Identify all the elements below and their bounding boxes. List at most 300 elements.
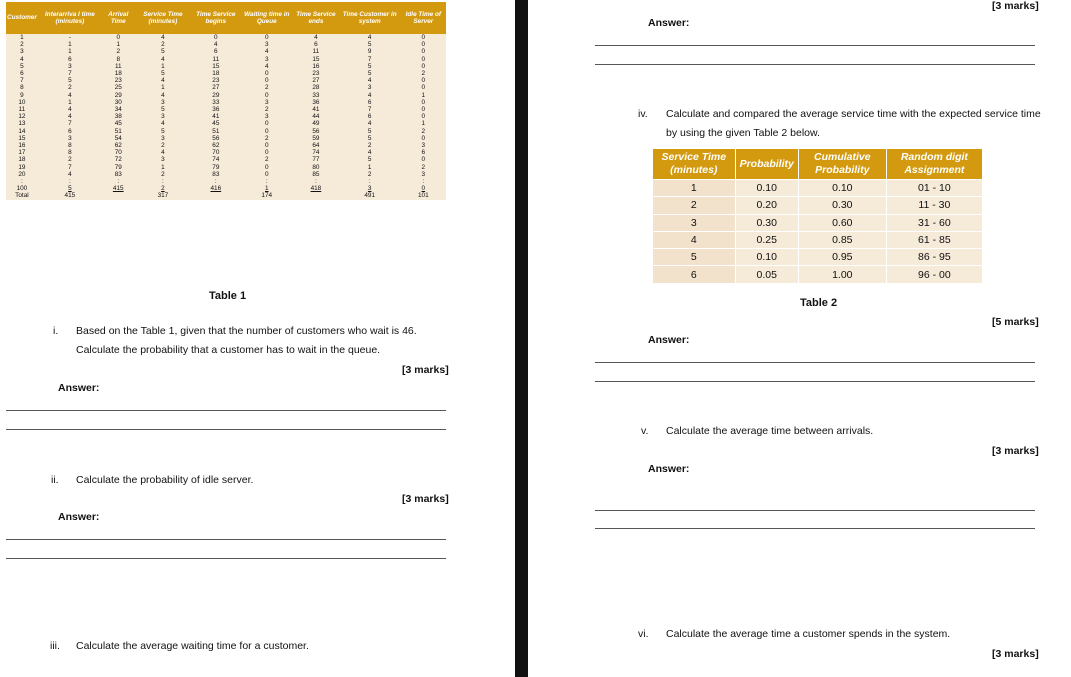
table-row — [6, 142, 446, 149]
table-cell: 4 — [339, 120, 401, 127]
table-row — [6, 171, 446, 178]
table-cell: 0.30 — [735, 214, 798, 231]
t1-header-cell: Idle Time of Server — [401, 2, 446, 34]
table-cell: 5 — [339, 156, 401, 163]
table-cell: 1 — [401, 120, 446, 127]
table-cell: 23 — [102, 77, 135, 84]
table-cell: 7 — [339, 56, 401, 63]
table-cell: 0 — [102, 34, 135, 41]
table-cell: 96 - 00 — [886, 266, 982, 283]
right-page — [528, 0, 1071, 677]
table-row — [6, 128, 446, 135]
answer-line — [6, 410, 446, 411]
t2-header-cell: Probability — [735, 149, 798, 180]
table-cell: 62 — [191, 142, 240, 149]
table-cell: 56 — [293, 128, 339, 135]
table-cell: 0 — [401, 135, 446, 142]
table-cell: Total — [6, 192, 38, 199]
t1-header-cell: Waiting time in Queue — [240, 2, 293, 34]
table-cell: 2 — [135, 41, 192, 48]
table-cell: 10 — [6, 99, 38, 106]
table-cell: 6 — [191, 48, 240, 55]
table-cell: 4 — [6, 56, 38, 63]
question-5-text: Calculate the average time between arrivals. — [666, 425, 874, 437]
question-3-text: Calculate the average waiting time for a customer. — [76, 640, 309, 652]
table-row — [653, 249, 983, 266]
table-cell: 1 — [339, 164, 401, 171]
table-cell: 0 — [401, 106, 446, 113]
answer-line — [6, 558, 446, 559]
table-cell: 6 — [293, 41, 339, 48]
table-cell: : — [293, 178, 339, 185]
answer-line — [595, 510, 1035, 511]
table-2-caption: Table 2 — [800, 297, 838, 309]
table-cell: 1 — [6, 34, 38, 41]
table-cell: 11 — [191, 56, 240, 63]
table-cell: 0 — [240, 142, 293, 149]
table-2-header-row — [653, 149, 983, 180]
table-cell: 70 — [102, 149, 135, 156]
table-cell: 64 — [293, 142, 339, 149]
table-cell — [191, 192, 240, 199]
table-cell: 0 — [240, 120, 293, 127]
table-cell: 01 - 10 — [886, 180, 982, 197]
table-cell: 4 — [339, 77, 401, 84]
table-cell: 3 — [339, 84, 401, 91]
table-cell: 4 — [191, 41, 240, 48]
table-cell: 27 — [293, 77, 339, 84]
table-cell: 77 — [293, 156, 339, 163]
table-cell: 1 — [653, 180, 735, 197]
answer-line — [595, 64, 1035, 65]
table-cell: : — [38, 178, 102, 185]
table-cell: 4 — [240, 63, 293, 70]
table-cell: 51 — [191, 128, 240, 135]
table-1 — [6, 2, 446, 200]
table-cell: 0 — [401, 34, 446, 41]
table-cell: 4 — [339, 149, 401, 156]
table-cell: 0 — [240, 70, 293, 77]
answer-label-1: Answer: — [58, 382, 100, 394]
table-cell: : — [401, 178, 446, 185]
table-cell: : — [339, 178, 401, 185]
table-cell: 0 — [240, 171, 293, 178]
table-cell: 86 - 95 — [886, 249, 982, 266]
table-cell: 415 — [38, 192, 102, 199]
page-divider — [515, 0, 528, 677]
table-cell: 5 — [339, 128, 401, 135]
table-cell: 5 — [38, 185, 102, 192]
table-cell: 0.20 — [735, 197, 798, 214]
table-row — [6, 135, 446, 142]
table-cell: 5 — [339, 70, 401, 77]
table-cell: 56 — [191, 135, 240, 142]
table-cell: - — [38, 34, 102, 41]
table-row — [653, 180, 983, 197]
table-cell: 0 — [401, 156, 446, 163]
table-cell: 4 — [38, 106, 102, 113]
table-cell: 1 — [401, 92, 446, 99]
table-cell: 101 — [401, 192, 446, 199]
t1-header-cell: Time Customer in system — [339, 2, 401, 34]
table-cell: 33 — [293, 92, 339, 99]
table-cell: : — [102, 178, 135, 185]
table-cell: 49 — [293, 120, 339, 127]
table-cell: 7 — [38, 120, 102, 127]
table-cell: 1 — [102, 41, 135, 48]
answer-line — [6, 539, 446, 540]
table-row — [6, 149, 446, 156]
table-2 — [653, 149, 983, 283]
table-cell: 31 - 60 — [886, 214, 982, 231]
table-cell: 0 — [401, 99, 446, 106]
table-row — [6, 178, 446, 185]
table-cell: 1 — [135, 164, 192, 171]
table-cell: 8 — [6, 84, 38, 91]
top-marks: [3 marks] — [992, 0, 1039, 12]
table-cell: 3 — [240, 41, 293, 48]
table-cell: 416 — [191, 185, 240, 192]
table-cell: 0.95 — [798, 249, 886, 266]
table-cell: 6 — [401, 149, 446, 156]
table-cell: 2 — [339, 142, 401, 149]
table-cell: 3 — [401, 171, 446, 178]
table-row — [6, 164, 446, 171]
table-cell: 5 — [6, 63, 38, 70]
table-cell: 12 — [6, 113, 38, 120]
table-cell: 0 — [240, 77, 293, 84]
table-cell: 491 — [339, 192, 401, 199]
table-cell: 0 — [240, 34, 293, 41]
table-cell: 0.10 — [798, 180, 886, 197]
table-cell — [102, 192, 135, 199]
table-row — [6, 113, 446, 120]
table-cell: 29 — [102, 92, 135, 99]
table-cell: 74 — [293, 149, 339, 156]
table-cell: 30 — [102, 99, 135, 106]
answer-line — [6, 429, 446, 430]
table-cell: 4 — [240, 48, 293, 55]
table-cell: 3 — [135, 99, 192, 106]
table-cell: 3 — [240, 113, 293, 120]
table-cell: 6 — [38, 56, 102, 63]
question-4-line-1: Calculate and compared the average service time with the expected service time — [666, 108, 1041, 120]
table-cell: 27 — [191, 84, 240, 91]
table-row — [6, 192, 446, 199]
table-row — [6, 106, 446, 113]
question-5-marks: [3 marks] — [992, 445, 1039, 457]
table-cell: 15 — [293, 56, 339, 63]
table-cell: 5 — [135, 70, 192, 77]
table-cell: : — [6, 178, 38, 185]
table-cell: 2 — [240, 84, 293, 91]
table-cell: : — [191, 178, 240, 185]
table-cell: 2 — [102, 48, 135, 55]
table-row — [6, 70, 446, 77]
table-cell: 62 — [102, 142, 135, 149]
table-row — [653, 266, 983, 283]
t1-header-cell: Interarriva l time (minutes) — [38, 2, 102, 34]
table-cell: 0.05 — [735, 266, 798, 283]
table-row — [6, 120, 446, 127]
t2-header-cell: Random digit Assignment — [886, 149, 982, 180]
table-cell: 5 — [339, 63, 401, 70]
table-cell: 2 — [135, 171, 192, 178]
table-cell: 61 - 85 — [886, 231, 982, 248]
question-1-number: i. — [53, 325, 59, 337]
table-cell: 5 — [38, 77, 102, 84]
table-row — [6, 77, 446, 84]
t1-header-cell: Time Service begins — [191, 2, 240, 34]
table-cell: 0 — [191, 34, 240, 41]
table-cell: 4 — [135, 34, 192, 41]
table-cell: 2 — [135, 185, 192, 192]
table-cell: 23 — [293, 70, 339, 77]
table-row — [6, 99, 446, 106]
table-cell: 4 — [135, 120, 192, 127]
table-cell: 15 — [191, 63, 240, 70]
table-cell: 415 — [102, 185, 135, 192]
question-2-text: Calculate the probability of idle server. — [76, 474, 254, 486]
answer-line — [595, 381, 1035, 382]
table-cell: 4 — [38, 171, 102, 178]
table-cell: 72 — [102, 156, 135, 163]
table-cell: 36 — [191, 106, 240, 113]
question-4-marks: [5 marks] — [992, 316, 1039, 328]
table-cell: 5 — [135, 128, 192, 135]
table-cell: 2 — [135, 142, 192, 149]
table-cell: 0 — [401, 48, 446, 55]
table-row — [6, 84, 446, 91]
t2-header-cell: Cumulative Probability — [798, 149, 886, 180]
table-cell: 4 — [135, 149, 192, 156]
table-row — [6, 48, 446, 55]
table-cell: 0 — [240, 149, 293, 156]
question-1-line-1: Based on the Table 1, given that the number of customers who wait is 46. — [76, 325, 417, 337]
table-cell: 6 — [339, 99, 401, 106]
table-cell: 2 — [38, 84, 102, 91]
table-cell: 33 — [191, 99, 240, 106]
question-2-number: ii. — [51, 474, 59, 486]
table-cell: 28 — [293, 84, 339, 91]
table-cell: : — [135, 178, 192, 185]
table-cell: 3 — [339, 185, 401, 192]
table-cell: 2 — [240, 106, 293, 113]
table-cell: 2 — [401, 128, 446, 135]
table-cell: 59 — [293, 135, 339, 142]
table-cell: 70 — [191, 149, 240, 156]
t2-header-cell: Service Time (minutes) — [653, 149, 735, 180]
table-cell: 4 — [38, 113, 102, 120]
table-row — [6, 56, 446, 63]
table-1-caption: Table 1 — [209, 290, 247, 302]
table-cell: 4 — [135, 92, 192, 99]
table-cell: 0.30 — [798, 197, 886, 214]
table-cell: 11 - 30 — [886, 197, 982, 214]
table-row — [653, 197, 983, 214]
t1-header-cell: Customer — [6, 2, 38, 34]
table-cell: 174 — [240, 192, 293, 199]
table-cell: 18 — [102, 70, 135, 77]
table-cell: 16 — [6, 142, 38, 149]
table-cell: 0 — [240, 128, 293, 135]
table-cell: 17 — [6, 149, 38, 156]
table-cell: 25 — [102, 84, 135, 91]
table-cell: 0 — [240, 92, 293, 99]
table-cell: 1.00 — [798, 266, 886, 283]
answer-line — [595, 528, 1035, 529]
table-cell: 2 — [401, 164, 446, 171]
t1-header-cell: Service Time (minutes) — [135, 2, 192, 34]
table-cell: 3 — [401, 142, 446, 149]
table-cell: 2 — [339, 171, 401, 178]
answer-line — [595, 45, 1035, 46]
table-cell: 3 — [240, 56, 293, 63]
table-cell: 85 — [293, 171, 339, 178]
table-row — [6, 34, 446, 41]
table-cell: 18 — [191, 70, 240, 77]
t1-header-cell: Arrival Time — [102, 2, 135, 34]
table-cell: 44 — [293, 113, 339, 120]
table-cell: 9 — [6, 92, 38, 99]
table-cell: 0 — [401, 63, 446, 70]
table-cell: 18 — [6, 156, 38, 163]
table-cell: 5 — [653, 249, 735, 266]
table-cell: 51 — [102, 128, 135, 135]
table-cell: 6 — [339, 113, 401, 120]
table-cell: 34 — [102, 106, 135, 113]
question-4-line-2: by using the given Table 2 below. — [666, 127, 820, 139]
table-cell: 4 — [339, 34, 401, 41]
answer-label-2: Answer: — [58, 511, 100, 523]
table-cell: 15 — [6, 135, 38, 142]
question-1-marks: [3 marks] — [402, 364, 449, 376]
table-cell: 54 — [102, 135, 135, 142]
table-cell: 23 — [191, 77, 240, 84]
table-cell: 4 — [135, 77, 192, 84]
table-cell: 0 — [401, 185, 446, 192]
table-cell: 41 — [293, 106, 339, 113]
table-cell: 13 — [6, 120, 38, 127]
table-cell: 2 — [401, 70, 446, 77]
table-cell: 74 — [191, 156, 240, 163]
table-cell: 2 — [240, 135, 293, 142]
answer-label-4: Answer: — [648, 334, 690, 346]
answer-line — [595, 362, 1035, 363]
table-cell: 1 — [135, 84, 192, 91]
table-row — [6, 92, 446, 99]
table-cell: 0 — [240, 164, 293, 171]
table-cell: 2 — [6, 41, 38, 48]
table-cell: 2 — [653, 197, 735, 214]
table-cell: 0.60 — [798, 214, 886, 231]
table-row — [6, 63, 446, 70]
table-cell: 7 — [38, 70, 102, 77]
table-cell: 8 — [38, 142, 102, 149]
table-cell: 4 — [135, 56, 192, 63]
table-cell: 4 — [293, 34, 339, 41]
t1-header-cell: Time Service ends — [293, 2, 339, 34]
table-cell: 11 — [6, 106, 38, 113]
table-cell: 19 — [6, 164, 38, 171]
table-cell: 1 — [38, 48, 102, 55]
table-cell: 36 — [293, 99, 339, 106]
table-cell: 11 — [102, 63, 135, 70]
answer-label-top: Answer: — [648, 17, 690, 29]
table-cell: 7 — [38, 164, 102, 171]
table-cell: 6 — [653, 266, 735, 283]
table-cell: 3 — [135, 135, 192, 142]
table-cell: 4 — [653, 231, 735, 248]
table-cell: 0 — [401, 41, 446, 48]
table-cell: 0 — [401, 113, 446, 120]
table-cell: 79 — [102, 164, 135, 171]
table-cell: 6 — [6, 70, 38, 77]
table-cell: 20 — [6, 171, 38, 178]
table-cell: 5 — [135, 48, 192, 55]
table-cell: 83 — [102, 171, 135, 178]
table-cell: 6 — [38, 128, 102, 135]
table-cell: 38 — [102, 113, 135, 120]
table-cell: 1 — [240, 185, 293, 192]
question-2-marks: [3 marks] — [402, 493, 449, 505]
table-cell: 45 — [102, 120, 135, 127]
question-6-number: vi. — [638, 628, 649, 640]
table-cell: 0.85 — [798, 231, 886, 248]
table-1-header-row — [6, 2, 446, 34]
table-cell: 0.10 — [735, 249, 798, 266]
table-cell: 418 — [293, 185, 339, 192]
table-cell: 1 — [38, 99, 102, 106]
question-6-text: Calculate the average time a customer spends in the system. — [666, 628, 951, 640]
table-cell: 3 — [653, 214, 735, 231]
table-row — [6, 41, 446, 48]
table-cell: 100 — [6, 185, 38, 192]
table-cell: 4 — [339, 92, 401, 99]
table-cell: 29 — [191, 92, 240, 99]
table-cell: 3 — [38, 135, 102, 142]
table-cell: 9 — [339, 48, 401, 55]
table-cell: 45 — [191, 120, 240, 127]
table-cell: 0.25 — [735, 231, 798, 248]
answer-label-5: Answer: — [648, 463, 690, 475]
table-row — [653, 231, 983, 248]
table-cell: 5 — [339, 135, 401, 142]
left-page — [0, 0, 515, 677]
table-cell: : — [240, 178, 293, 185]
table-cell: 2 — [240, 156, 293, 163]
table-cell: 4 — [38, 92, 102, 99]
table-cell: 5 — [135, 106, 192, 113]
table-row — [6, 185, 446, 192]
question-4-number: iv. — [638, 108, 648, 120]
table-cell: 80 — [293, 164, 339, 171]
table-cell: 0 — [401, 56, 446, 63]
table-cell: 0.10 — [735, 180, 798, 197]
table-cell: 7 — [339, 106, 401, 113]
question-5-number: v. — [641, 425, 649, 437]
table-cell: 2 — [38, 156, 102, 163]
table-cell: 3 — [135, 113, 192, 120]
table-cell: 79 — [191, 164, 240, 171]
table-cell — [293, 192, 339, 199]
table-cell: 1 — [135, 63, 192, 70]
table-row — [6, 156, 446, 163]
question-1-line-2: Calculate the probability that a customer has to wait in the queue. — [76, 344, 381, 356]
table-cell: 14 — [6, 128, 38, 135]
table-cell: 16 — [293, 63, 339, 70]
table-cell: 0 — [401, 77, 446, 84]
